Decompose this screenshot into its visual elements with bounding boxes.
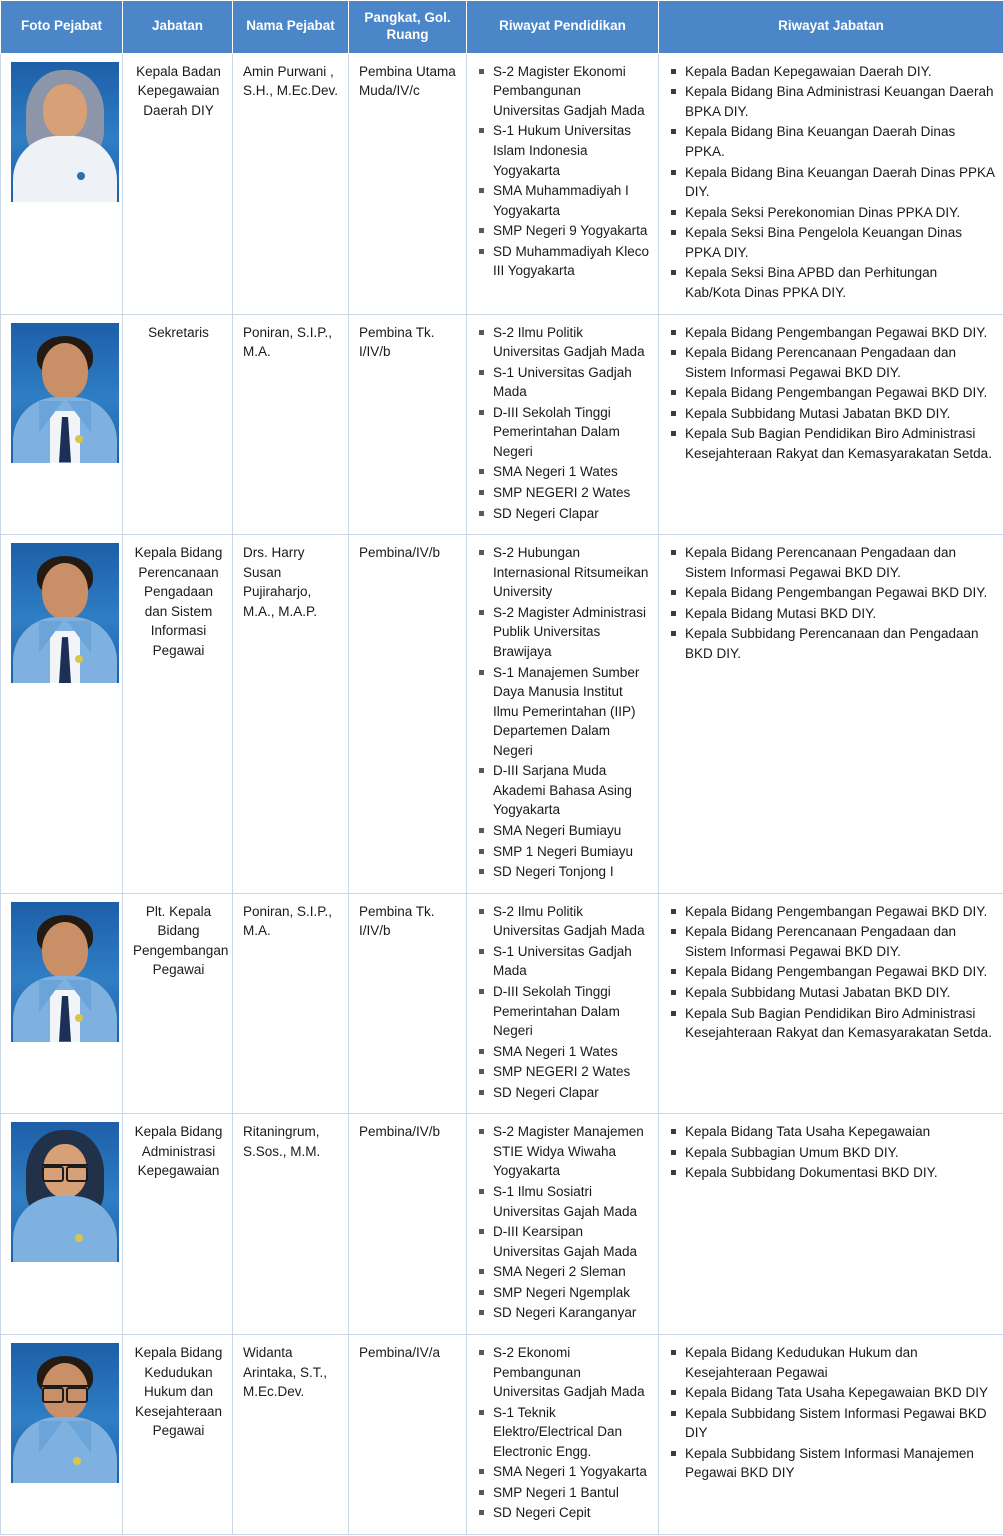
pendidikan-cell: [467, 535, 659, 894]
foto-pejabat-6: [11, 1343, 119, 1483]
list-item: SD Negeri Tonjong I: [477, 862, 650, 882]
jabatan-text: Kepala Bidang Perencanaan Pengadaan dan Sistem Informasi Pegawai: [134, 545, 223, 658]
riwayat-jabatan-cell: [659, 1334, 1003, 1534]
foto-pejabat-2: [11, 323, 119, 463]
pendidikan-cell: [467, 1114, 659, 1335]
foto-pejabat-1: [11, 62, 119, 202]
photo-cell: [1, 1334, 123, 1534]
portrait-illustration: [11, 1122, 119, 1262]
pendidikan-list: [477, 543, 650, 882]
list-item: Kepala Bidang Pengembangan Pegawai BKD DIY.: [669, 902, 995, 922]
list-item: S-2 Ekonomi Pembangunan Universitas Gadjah Mada: [477, 1343, 650, 1402]
portrait-illustration: [11, 543, 119, 683]
list-item: D-III Sekolah Tinggi Pemerintahan Dalam Negeri: [477, 403, 650, 462]
column-header-pendidikan: Riwayat Pendidikan: [467, 1, 659, 54]
list-item: S-1 Manajemen Sumber Daya Manusia Institut Ilmu Pemerintahan (IIP) Departemen Dalam Negeri: [477, 663, 650, 761]
jabatan-cell: [123, 53, 233, 314]
column-header-riwayat-jabatan: Riwayat Jabatan: [659, 1, 1003, 54]
list-item: Kepala Bidang Pengembangan Pegawai BKD DIY.: [669, 583, 995, 603]
list-item: Kepala Badan Kepegawaian Daerah DIY.: [669, 62, 995, 82]
list-item: SD Negeri Clapar: [477, 1083, 650, 1103]
list-item: S-1 Universitas Gadjah Mada: [477, 942, 650, 981]
riwayat-jabatan-list: [669, 902, 995, 1043]
table-row: [1, 53, 1003, 314]
list-item: Kepala Bidang Kedudukan Hukum dan Kesejahteraan Pegawai: [669, 1343, 995, 1382]
jabatan-text: Plt. Kepala Bidang Pengembangan Pegawai: [133, 903, 229, 978]
list-item: S-2 Magister Ekonomi Pembangunan Universitas Gadjah Mada: [477, 62, 650, 121]
photo-cell: [1, 535, 123, 894]
list-item: SMP Negeri Ngemplak: [477, 1283, 650, 1303]
list-item: Kepala Bidang Tata Usaha Kepegawaian: [669, 1122, 995, 1142]
nama-cell: Widanta Arintaka, S.T., M.Ec.Dev.: [233, 1334, 349, 1534]
pendidikan-list: [477, 902, 650, 1103]
list-item: SMA Negeri 1 Wates: [477, 462, 650, 482]
riwayat-jabatan-list: [669, 1343, 995, 1483]
pangkat-cell: Pembina/IV/b: [349, 1114, 467, 1335]
list-item: S-1 Universitas Gadjah Mada: [477, 363, 650, 402]
list-item: S-2 Ilmu Politik Universitas Gadjah Mada: [477, 323, 650, 362]
foto-pejabat-5: [11, 1122, 119, 1262]
photo-cell: [1, 314, 123, 535]
list-item: Kepala Bidang Bina Keuangan Daerah Dinas PPKA DIY.: [669, 163, 995, 202]
riwayat-jabatan-list: [669, 323, 995, 464]
pendidikan-cell: [467, 893, 659, 1114]
list-item: Kepala Bidang Mutasi BKD DIY.: [669, 604, 995, 624]
pendidikan-cell: [467, 314, 659, 535]
riwayat-jabatan-list: [669, 543, 995, 663]
column-header-nama: Nama Pejabat: [233, 1, 349, 54]
foto-pejabat-4: [11, 902, 119, 1042]
column-header-jabatan: Jabatan: [123, 1, 233, 54]
jabatan-text: Kepala Bidang Administrasi Kepegawaian: [134, 1124, 223, 1179]
photo-cell: [1, 1114, 123, 1335]
pangkat-cell: Pembina Tk. I/IV/b: [349, 314, 467, 535]
jabatan-cell: [123, 1334, 233, 1534]
list-item: Kepala Subbidang Mutasi Jabatan BKD DIY.: [669, 404, 995, 424]
photo-cell: [1, 53, 123, 314]
riwayat-jabatan-cell: [659, 535, 1003, 894]
riwayat-jabatan-cell: [659, 314, 1003, 535]
nama-cell: Drs. Harry Susan Pujiraharjo, M.A., M.A.P.: [233, 535, 349, 894]
riwayat-jabatan-cell: [659, 53, 1003, 314]
pendidikan-cell: [467, 53, 659, 314]
list-item: Kepala Bidang Bina Keuangan Daerah Dinas PPKA.: [669, 122, 995, 161]
jabatan-cell: [123, 314, 233, 535]
portrait-illustration: [11, 1343, 119, 1483]
list-item: Kepala Bidang Pengembangan Pegawai BKD DIY.: [669, 323, 995, 343]
list-item: Kepala Subbidang Sistem Informasi Manajemen Pegawai BKD DIY: [669, 1444, 995, 1483]
list-item: Kepala Bidang Pengembangan Pegawai BKD DIY.: [669, 962, 995, 982]
list-item: S-1 Teknik Elektro/Electrical Dan Electronic Engg.: [477, 1403, 650, 1462]
table-row: [1, 1114, 1003, 1335]
jabatan-cell: [123, 535, 233, 894]
pendidikan-cell: [467, 1334, 659, 1534]
list-item: SMP NEGERI 2 Wates: [477, 483, 650, 503]
list-item: Kepala Subbidang Mutasi Jabatan BKD DIY.: [669, 983, 995, 1003]
list-item: Kepala Bidang Perencanaan Pengadaan dan Sistem Informasi Pegawai BKD DIY.: [669, 343, 995, 382]
riwayat-jabatan-cell: [659, 893, 1003, 1114]
nama-cell: Ritaningrum, S.Sos., M.M.: [233, 1114, 349, 1335]
jabatan-text: Kepala Badan Kepegawaian Daerah DIY: [136, 63, 221, 118]
riwayat-jabatan-list: [669, 62, 995, 303]
list-item: SMP NEGERI 2 Wates: [477, 1062, 650, 1082]
list-item: SMA Negeri 2 Sleman: [477, 1262, 650, 1282]
pangkat-cell: Pembina Utama Muda/IV/c: [349, 53, 467, 314]
list-item: S-1 Hukum Universitas Islam Indonesia Yogyakarta: [477, 121, 650, 180]
list-item: Kepala Seksi Bina APBD dan Perhitungan Kab/Kota Dinas PPKA DIY.: [669, 263, 995, 302]
table-row: [1, 1334, 1003, 1534]
foto-pejabat-3: [11, 543, 119, 683]
jabatan-cell: [123, 1114, 233, 1335]
pangkat-cell: Pembina/IV/a: [349, 1334, 467, 1534]
jabatan-cell: [123, 893, 233, 1114]
list-item: Kepala Bidang Perencanaan Pengadaan dan Sistem Informasi Pegawai BKD DIY.: [669, 543, 995, 582]
list-item: SMA Muhammadiyah I Yogyakarta: [477, 181, 650, 220]
list-item: SMP Negeri 1 Bantul: [477, 1483, 650, 1503]
list-item: Kepala Subbagian Umum BKD DIY.: [669, 1143, 995, 1163]
list-item: D-III Kearsipan Universitas Gajah Mada: [477, 1222, 650, 1261]
pendidikan-list: [477, 1122, 650, 1323]
column-header-pangkat: Pangkat, Gol. Ruang: [349, 1, 467, 54]
table-row: [1, 314, 1003, 535]
nama-cell: Poniran, S.I.P., M.A.: [233, 314, 349, 535]
pendidikan-list: [477, 323, 650, 524]
list-item: S-2 Ilmu Politik Universitas Gadjah Mada: [477, 902, 650, 941]
portrait-illustration: [11, 323, 119, 463]
list-item: SMP Negeri 9 Yogyakarta: [477, 221, 650, 241]
table-header-row: [1, 1, 1003, 54]
portrait-illustration: [11, 62, 119, 202]
list-item: Kepala Bidang Tata Usaha Kepegawaian BKD DIY: [669, 1383, 995, 1403]
list-item: S-1 Ilmu Sosiatri Universitas Gajah Mada: [477, 1182, 650, 1221]
list-item: Kepala Bidang Bina Administrasi Keuangan Daerah BPKA DIY.: [669, 82, 995, 121]
column-header-foto: Foto Pejabat: [1, 1, 123, 54]
nama-cell: Amin Purwani , S.H., M.Ec.Dev.: [233, 53, 349, 314]
photo-cell: [1, 893, 123, 1114]
jabatan-text: Sekretaris: [148, 324, 209, 340]
list-item: SD Negeri Cepit: [477, 1503, 650, 1523]
pendidikan-list: [477, 62, 650, 281]
list-item: SMA Negeri 1 Wates: [477, 1042, 650, 1062]
list-item: S-2 Magister Administrasi Publik Universitas Brawijaya: [477, 603, 650, 662]
nama-cell: Poniran, S.I.P., M.A.: [233, 893, 349, 1114]
list-item: Kepala Seksi Bina Pengelola Keuangan Dinas PPKA DIY.: [669, 223, 995, 262]
riwayat-jabatan-list: [669, 1122, 995, 1183]
list-item: Kepala Bidang Pengembangan Pegawai BKD DIY.: [669, 383, 995, 403]
list-item: SD Muhammadiyah Kleco III Yogyakarta: [477, 242, 650, 281]
list-item: D-III Sekolah Tinggi Pemerintahan Dalam Negeri: [477, 982, 650, 1041]
list-item: Kepala Subbidang Perencanaan dan Pengadaan BKD DIY.: [669, 624, 995, 663]
table-row: [1, 893, 1003, 1114]
list-item: SMP 1 Negeri Bumiayu: [477, 842, 650, 862]
portrait-illustration: [11, 902, 119, 1042]
list-item: SMA Negeri Bumiayu: [477, 821, 650, 841]
list-item: SMA Negeri 1 Yogyakarta: [477, 1462, 650, 1482]
list-item: S-2 Magister Manajemen STIE Widya Wiwaha Yogyakarta: [477, 1122, 650, 1181]
riwayat-jabatan-cell: [659, 1114, 1003, 1335]
list-item: Kepala Sub Bagian Pendidikan Biro Administrasi Kesejahteraan Rakyat dan Kemasyarakatan Setda.: [669, 424, 995, 463]
list-item: Kepala Subbidang Dokumentasi BKD DIY.: [669, 1163, 995, 1183]
jabatan-text: Kepala Bidang Kedudukan Hukum dan Kesejahteraan Pegawai: [134, 1344, 223, 1439]
list-item: Kepala Seksi Perekonomian Dinas PPKA DIY.: [669, 203, 995, 223]
list-item: SD Negeri Karanganyar: [477, 1303, 650, 1323]
list-item: Kepala Subbidang Sistem Informasi Pegawai BKD DIY: [669, 1404, 995, 1443]
table-row: [1, 535, 1003, 894]
list-item: SD Negeri Clapar: [477, 504, 650, 524]
table-body: [1, 53, 1003, 1534]
list-item: S-2 Hubungan Internasional Ritsumeikan University: [477, 543, 650, 602]
pendidikan-list: [477, 1343, 650, 1523]
pangkat-cell: Pembina Tk. I/IV/b: [349, 893, 467, 1114]
list-item: Kepala Sub Bagian Pendidikan Biro Administrasi Kesejahteraan Rakyat dan Kemasyarakatan Setda.: [669, 1004, 995, 1043]
list-item: Kepala Bidang Perencanaan Pengadaan dan Sistem Informasi Pegawai BKD DIY.: [669, 922, 995, 961]
pangkat-cell: Pembina/IV/b: [349, 535, 467, 894]
list-item: D-III Sarjana Muda Akademi Bahasa Asing Yogyakarta: [477, 761, 650, 820]
